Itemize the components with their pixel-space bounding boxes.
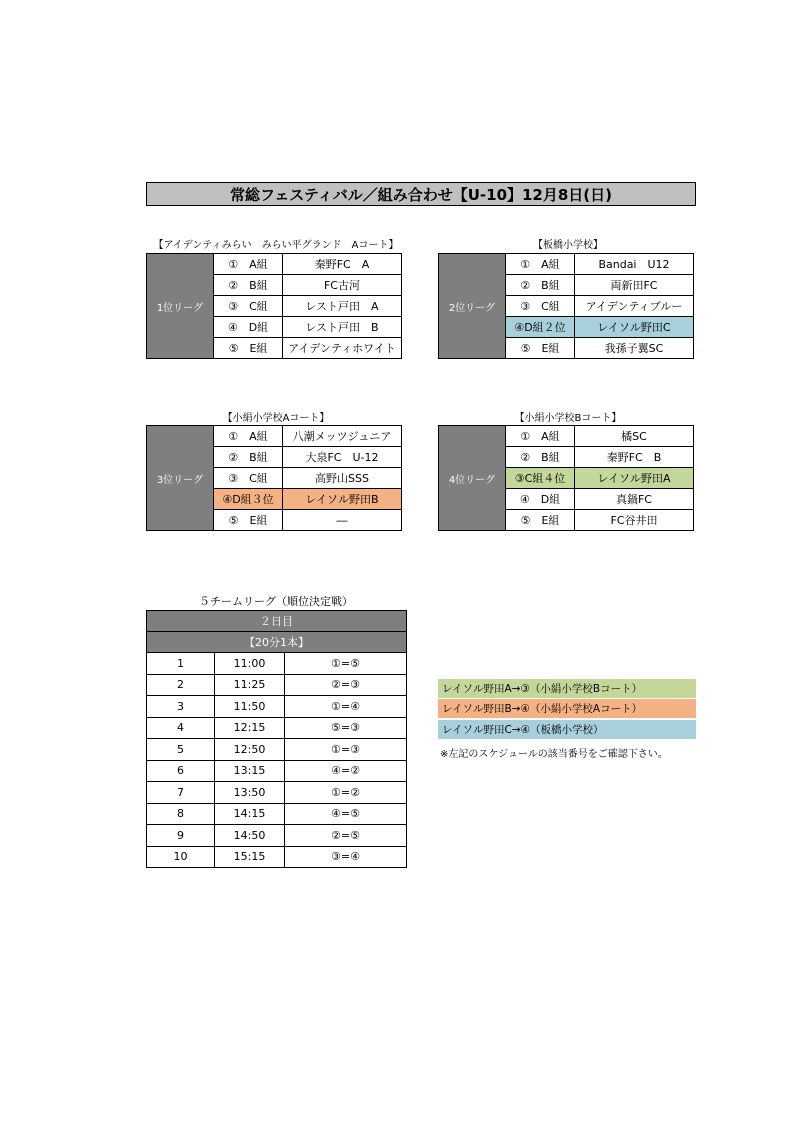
table-row xyxy=(439,426,694,447)
team-cell: 秦野FC B xyxy=(575,447,694,468)
table-row xyxy=(147,254,402,275)
match-time: 12:50 xyxy=(215,739,285,761)
group-cell: ④D組２位 xyxy=(506,317,575,338)
match-pairing: ①=⑤ xyxy=(285,653,407,675)
group-cell: ⑤ E組 xyxy=(506,510,575,531)
legend-item-noda-c: レイソル野田C→④（板橋小学校） xyxy=(438,720,696,739)
match-pairing: ①=③ xyxy=(285,739,407,761)
schedule-note: ※左記のスケジュールの該当番号をご確認下さい。 xyxy=(440,749,668,760)
match-time: 14:50 xyxy=(215,825,285,847)
group-cell: ③ C組 xyxy=(214,296,283,317)
team-cell: 真鍋FC xyxy=(575,489,694,510)
table-row xyxy=(147,696,407,718)
match-pairing: ④=② xyxy=(285,760,407,782)
group-cell: ① A組 xyxy=(214,426,283,447)
league-label: 4位リーグ xyxy=(439,426,506,531)
match-pairing: ②=⑤ xyxy=(285,825,407,847)
legend-item-noda-a: レイソル野田A→③（小絹小学校Bコート） xyxy=(438,679,696,698)
match-number: 8 xyxy=(147,803,215,825)
match-number: 3 xyxy=(147,696,215,718)
table-row xyxy=(147,825,407,847)
page-title: 常総フェスティバル／組み合わせ【U-10】12月8日(日) xyxy=(146,182,696,206)
group-cell: ① A組 xyxy=(506,254,575,275)
match-time: 14:15 xyxy=(215,803,285,825)
table-row xyxy=(147,426,402,447)
table-row xyxy=(147,739,407,761)
league-4-caption: 【小絹小学校Bコート】 xyxy=(514,413,622,424)
group-cell: ③C組４位 xyxy=(506,468,575,489)
team-cell: 八潮メッツジュニア xyxy=(283,426,402,447)
team-cell: 両新田FC xyxy=(575,275,694,296)
league-3-caption: 【小絹小学校Aコート】 xyxy=(222,413,330,424)
match-pairing: ④=⑤ xyxy=(285,803,407,825)
team-cell: FC古河 xyxy=(283,275,402,296)
league-2-table xyxy=(438,253,694,359)
match-number: 9 xyxy=(147,825,215,847)
team-cell: レスト戸田 B xyxy=(283,317,402,338)
team-cell: 橘SC xyxy=(575,426,694,447)
team-cell: アイデンティホワイト xyxy=(283,338,402,359)
legend-item-noda-b: レイソル野田B→④（小絹小学校Aコート） xyxy=(438,699,696,718)
match-number: 7 xyxy=(147,782,215,804)
match-pairing: ①=② xyxy=(285,782,407,804)
group-cell: ④ D組 xyxy=(214,317,283,338)
group-cell: ② B組 xyxy=(214,447,283,468)
table-row xyxy=(147,803,407,825)
group-cell: ② B組 xyxy=(214,275,283,296)
group-cell: ⑤ E組 xyxy=(214,338,283,359)
team-cell: レイソル野田C xyxy=(575,317,694,338)
match-time: 12:15 xyxy=(215,717,285,739)
table-row xyxy=(147,632,407,653)
team-cell: ― xyxy=(283,510,402,531)
table-row xyxy=(147,846,407,868)
match-number: 6 xyxy=(147,760,215,782)
table-row xyxy=(147,653,407,675)
league-1-caption: 【アイデンティみらい みらい平グランド Aコート】 xyxy=(153,240,399,251)
match-time: 11:00 xyxy=(215,653,285,675)
match-time: 15:15 xyxy=(215,846,285,868)
team-cell: FC谷井田 xyxy=(575,510,694,531)
group-cell: ④ D組 xyxy=(506,489,575,510)
team-cell: アイデンティブルー xyxy=(575,296,694,317)
schedule-caption: ５チームリーグ（順位決定戦） xyxy=(199,595,353,608)
table-row xyxy=(147,611,407,632)
match-time: 11:25 xyxy=(215,674,285,696)
league-label: 3位リーグ xyxy=(147,426,214,531)
group-cell: ④D組３位 xyxy=(214,489,283,510)
league-3-table xyxy=(146,425,402,531)
match-number: 2 xyxy=(147,674,215,696)
match-number: 10 xyxy=(147,846,215,868)
match-pairing: ⑤=③ xyxy=(285,717,407,739)
league-4-table xyxy=(438,425,694,531)
format-label: 【20分1本】 xyxy=(147,632,407,653)
match-number: 5 xyxy=(147,739,215,761)
league-label: 1位リーグ xyxy=(147,254,214,359)
table-row xyxy=(147,717,407,739)
table-row xyxy=(147,760,407,782)
team-cell: 大泉FC U-12 xyxy=(283,447,402,468)
group-cell: ① A組 xyxy=(214,254,283,275)
table-row xyxy=(147,782,407,804)
match-pairing: ③=④ xyxy=(285,846,407,868)
match-time: 13:50 xyxy=(215,782,285,804)
group-cell: ① A組 xyxy=(506,426,575,447)
schedule-table xyxy=(146,610,407,868)
match-number: 4 xyxy=(147,717,215,739)
match-number: 1 xyxy=(147,653,215,675)
table-row xyxy=(147,674,407,696)
league-2-caption: 【板橋小学校】 xyxy=(533,240,603,251)
day-label: ２日目 xyxy=(147,611,407,632)
table-row xyxy=(439,254,694,275)
match-pairing: ②=③ xyxy=(285,674,407,696)
team-cell: 秦野FC A xyxy=(283,254,402,275)
team-cell: レスト戸田 A xyxy=(283,296,402,317)
team-cell: Bandai U12 xyxy=(575,254,694,275)
group-cell: ⑤ E組 xyxy=(506,338,575,359)
match-time: 11:50 xyxy=(215,696,285,718)
match-pairing: ①=④ xyxy=(285,696,407,718)
group-cell: ③ C組 xyxy=(214,468,283,489)
team-cell: 我孫子翼SC xyxy=(575,338,694,359)
team-cell: 高野山SSS xyxy=(283,468,402,489)
team-cell: レイソル野田A xyxy=(575,468,694,489)
group-cell: ⑤ E組 xyxy=(214,510,283,531)
league-1-table xyxy=(146,253,402,359)
league-label: 2位リーグ xyxy=(439,254,506,359)
group-cell: ② B組 xyxy=(506,275,575,296)
team-cell: レイソル野田B xyxy=(283,489,402,510)
group-cell: ② B組 xyxy=(506,447,575,468)
match-time: 13:15 xyxy=(215,760,285,782)
group-cell: ③ C組 xyxy=(506,296,575,317)
